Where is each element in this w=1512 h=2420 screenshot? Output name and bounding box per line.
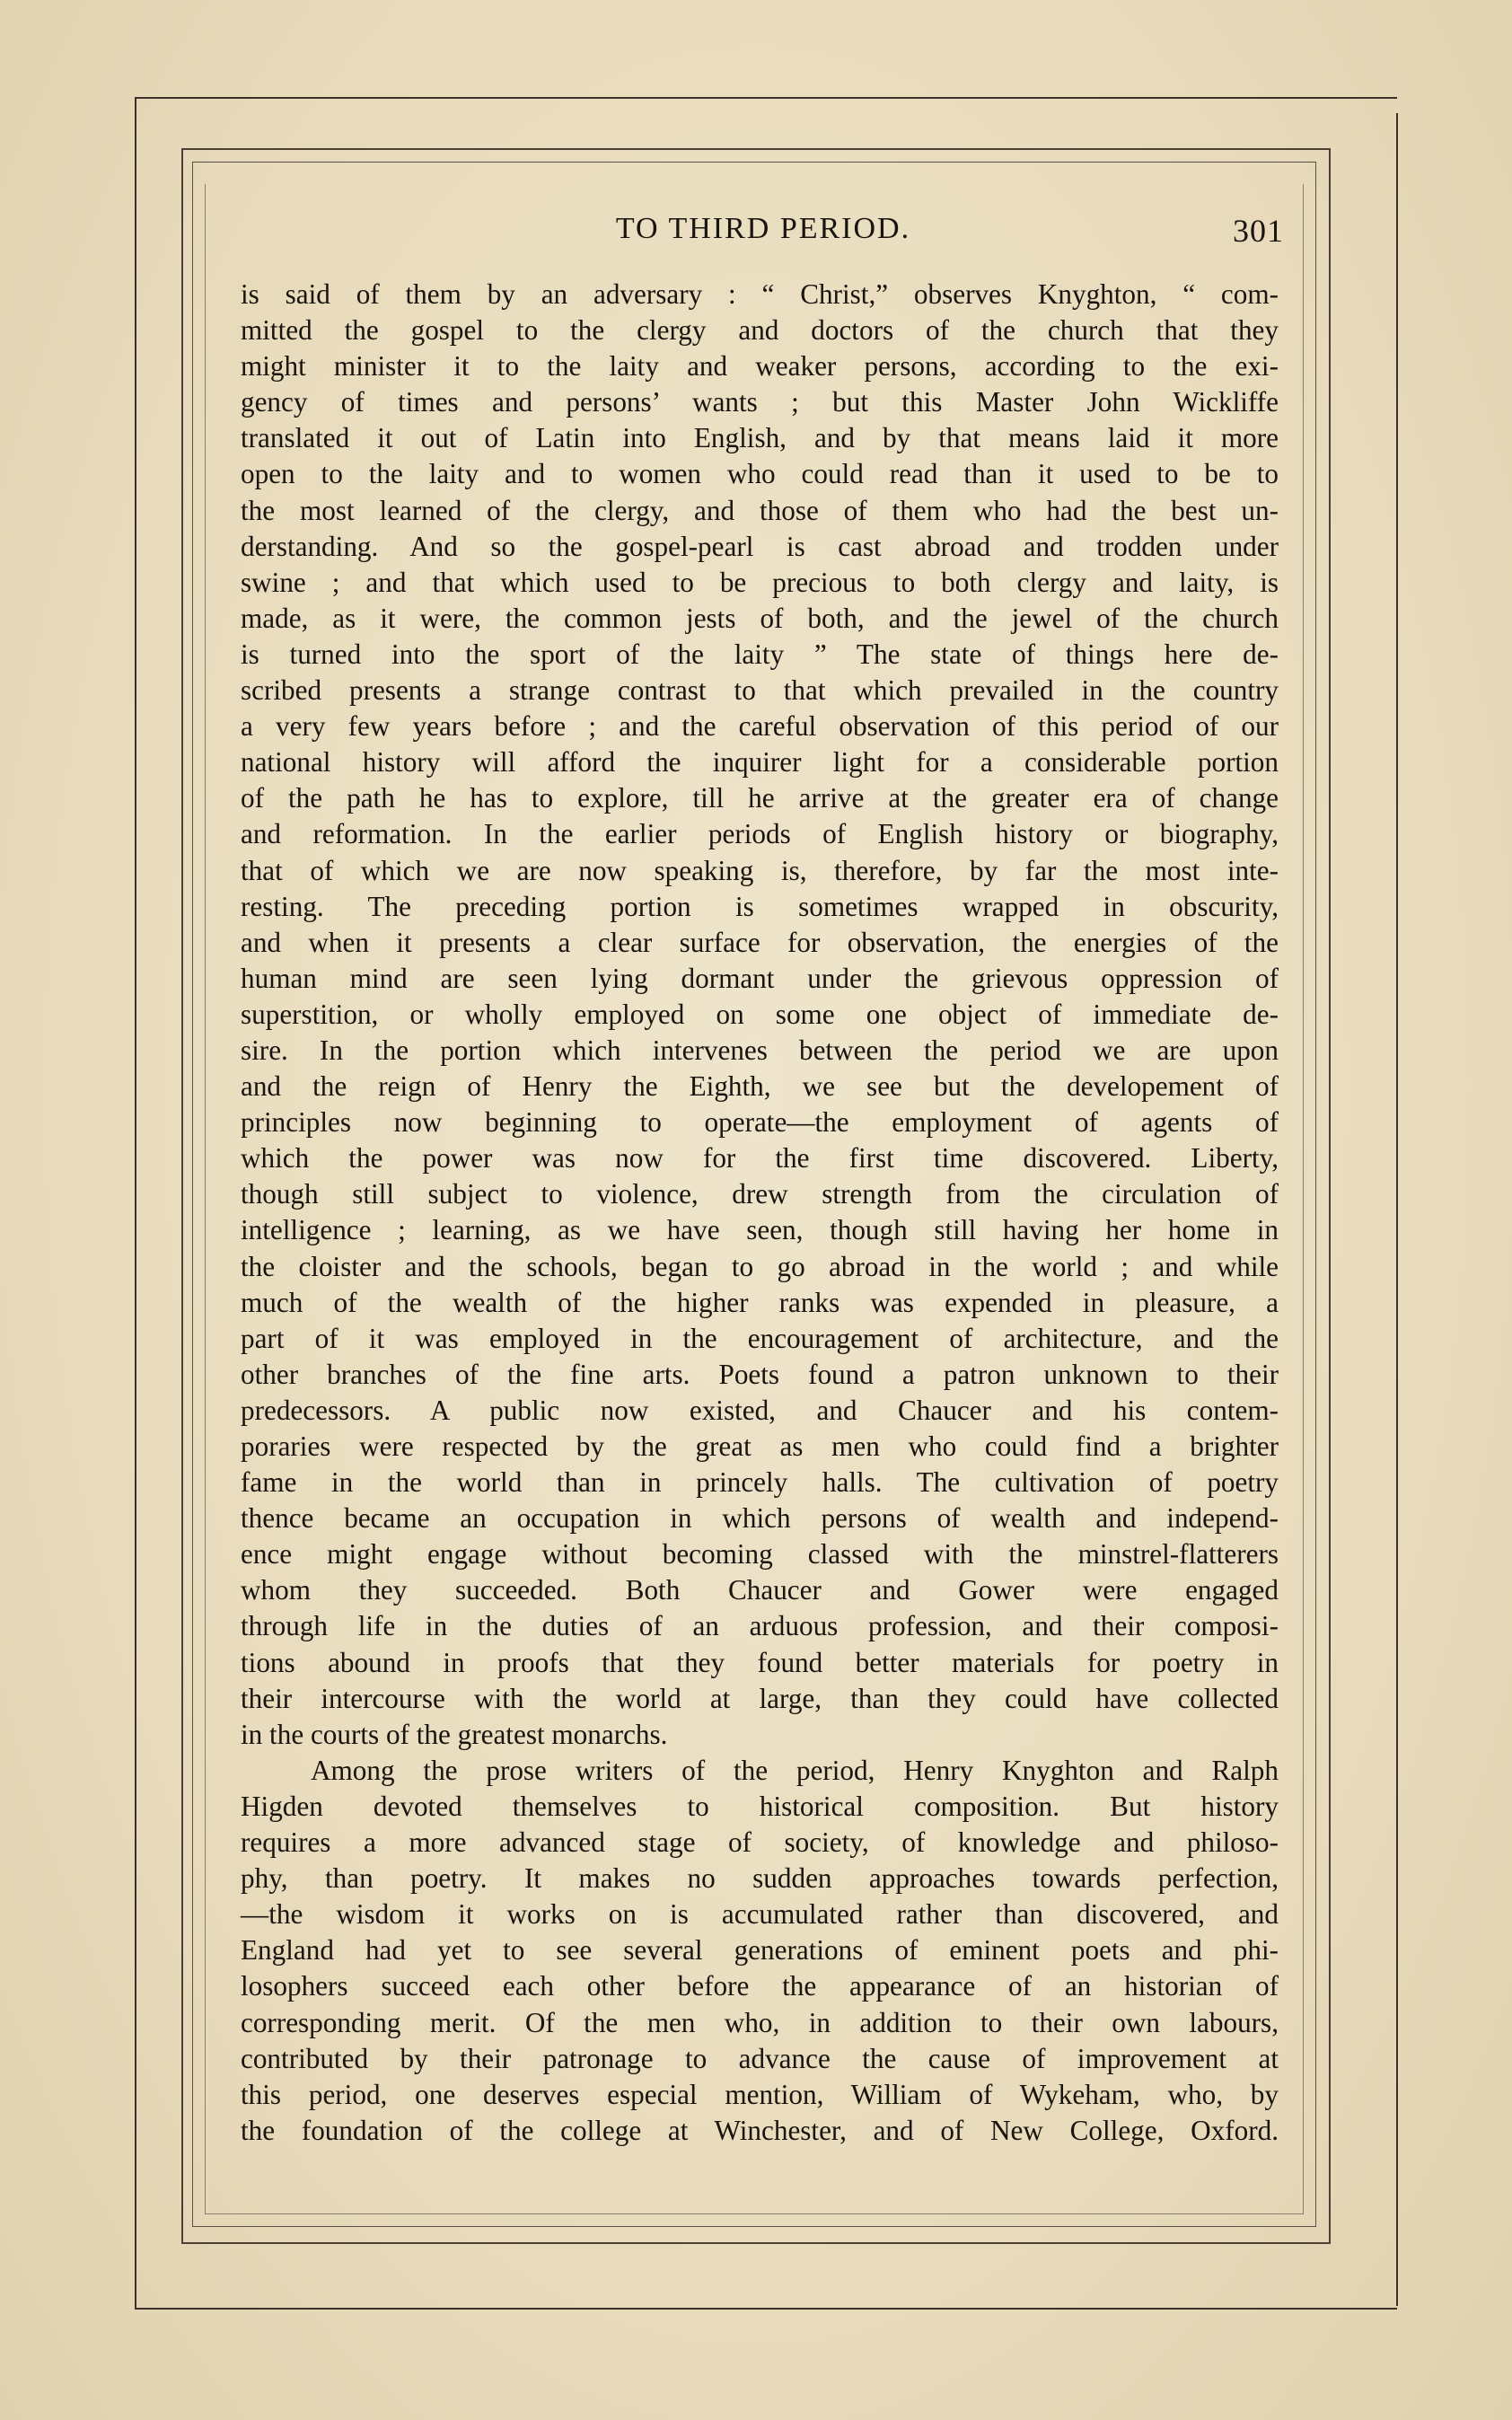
text-line: derstanding. And so the gospel-pearl is cast abroad and trodden under xyxy=(241,530,1279,562)
text-line: poraries were respected by the great as men who could find a brighter xyxy=(241,1430,1279,1462)
text-line: sire. In the portion which intervenes between the period we are upon xyxy=(241,1034,1279,1066)
text-line: made, as it were, the common jests of both, and the jewel of the church xyxy=(241,602,1279,634)
text-line: national history will afford the inquirer light for a considerable portion xyxy=(241,746,1279,779)
text-line: human mind are seen lying dormant under the grievous oppression of xyxy=(241,962,1279,994)
text-line: and reformation. In the earlier periods of English history or biography, xyxy=(241,818,1279,850)
text-line: superstition, or wholly employed on some one object of immediate de- xyxy=(241,998,1279,1030)
text-line: ence might engage without becoming classed with the minstrel-flatterers xyxy=(241,1538,1279,1571)
text-line: gency of times and persons’ wants ; but this Master John Wickliffe xyxy=(241,386,1279,418)
text-line: that of which we are now speaking is, therefore, by far the most inte- xyxy=(241,854,1279,886)
running-head xyxy=(242,212,1284,257)
paragraph-end-line: in the courts of the greatest monarchs. xyxy=(241,1718,668,1750)
text-line: might minister it to the laity and weaker persons, according to the exi- xyxy=(241,350,1279,383)
text-line: predecessors. A public now existed, and Chaucer and his contem- xyxy=(241,1394,1279,1426)
text-line: —the wisdom it works on is accumulated rather than discovered, and xyxy=(241,1898,1279,1931)
paragraph-start-line: Among the prose writers of the period, Henry Knyghton and Ralph xyxy=(311,1754,1279,1786)
body-text xyxy=(241,277,1279,2149)
text-line: a very few years before ; and the careful observation of this period of our xyxy=(241,710,1279,743)
page-number: 301 xyxy=(1233,213,1284,249)
text-line: their intercourse with the world at large, than they could have collected xyxy=(241,1682,1279,1714)
text-line: is said of them by an adversary : “ Christ,” observes Knyghton, “ com- xyxy=(241,278,1279,310)
text-line: other branches of the fine arts. Poets found a patron unknown to their xyxy=(241,1358,1279,1390)
text-line: the foundation of the college at Winchester, and of New College, Oxford. xyxy=(241,2114,1279,2146)
text-line: is turned into the sport of the laity ” The state of things here de- xyxy=(241,638,1279,670)
text-line: England had yet to see several generations of eminent poets and phi- xyxy=(241,1934,1279,1967)
text-line: contributed by their patronage to advance the cause of improvement at xyxy=(241,2042,1279,2074)
text-line: requires a more advanced stage of society, of knowledge and philoso- xyxy=(241,1826,1279,1859)
text-line: losophers succeed each other before the appearance of an historian of xyxy=(241,1970,1279,2002)
text-line: much of the wealth of the higher ranks was expended in pleasure, a xyxy=(241,1286,1279,1318)
text-line: though still subject to violence, drew strength from the circulation of xyxy=(241,1178,1279,1210)
text-line: swine ; and that which used to be precious to both clergy and laity, is xyxy=(241,566,1279,598)
text-line: and when it presents a clear surface for observation, the energies of the xyxy=(241,926,1279,958)
text-line: scribed presents a strange contrast to that which prevailed in the country xyxy=(241,674,1279,707)
outer-frame-right-edge xyxy=(1396,113,1398,2306)
text-line: mitted the gospel to the clergy and doctors of the church that they xyxy=(241,314,1279,347)
text-line: principles now beginning to operate—the employment of agents of xyxy=(241,1106,1279,1139)
text-line: whom they succeeded. Both Chaucer and Gower were engaged xyxy=(241,1574,1279,1606)
text-line: phy, than poetry. It makes no sudden approaches towards perfection, xyxy=(241,1862,1279,1895)
text-line: resting. The preceding portion is sometimes wrapped in obscurity, xyxy=(241,890,1279,922)
text-line: fame in the world than in princely halls. The cultivation of poetry xyxy=(241,1466,1279,1499)
text-line: the cloister and the schools, began to go abroad in the world ; and while xyxy=(241,1250,1279,1282)
running-head-title: TO THIRD PERIOD. xyxy=(615,212,911,245)
text-line: Higden devoted themselves to historical composition. But history xyxy=(241,1790,1279,1822)
text-line: intelligence ; learning, as we have seen, though still having her home in xyxy=(241,1214,1279,1246)
text-line: corresponding merit. Of the men who, in addition to their own labours, xyxy=(241,2006,1279,2038)
text-line: of the path he has to explore, till he arrive at the greater era of change xyxy=(241,782,1279,814)
text-line: which the power was now for the first time discovered. Liberty, xyxy=(241,1142,1279,1175)
text-line: through life in the duties of an arduous profession, and their composi- xyxy=(241,1610,1279,1642)
text-line: and the reign of Henry the Eighth, we see but the developement of xyxy=(241,1070,1279,1103)
text-line: the most learned of the clergy, and those of them who had the best un- xyxy=(241,494,1279,526)
text-line: thence became an occupation in which persons of wealth and independ- xyxy=(241,1502,1279,1535)
text-line: tions abound in proofs that they found better materials for poetry in xyxy=(241,1646,1279,1678)
text-line: translated it out of Latin into English, and by that means laid it more xyxy=(241,422,1279,454)
text-line: part of it was employed in the encouragement of architecture, and the xyxy=(241,1322,1279,1354)
text-line: open to the laity and to women who could read than it used to be to xyxy=(241,458,1279,490)
text-line: this period, one deserves especial mention, William of Wykeham, who, by xyxy=(241,2078,1279,2110)
